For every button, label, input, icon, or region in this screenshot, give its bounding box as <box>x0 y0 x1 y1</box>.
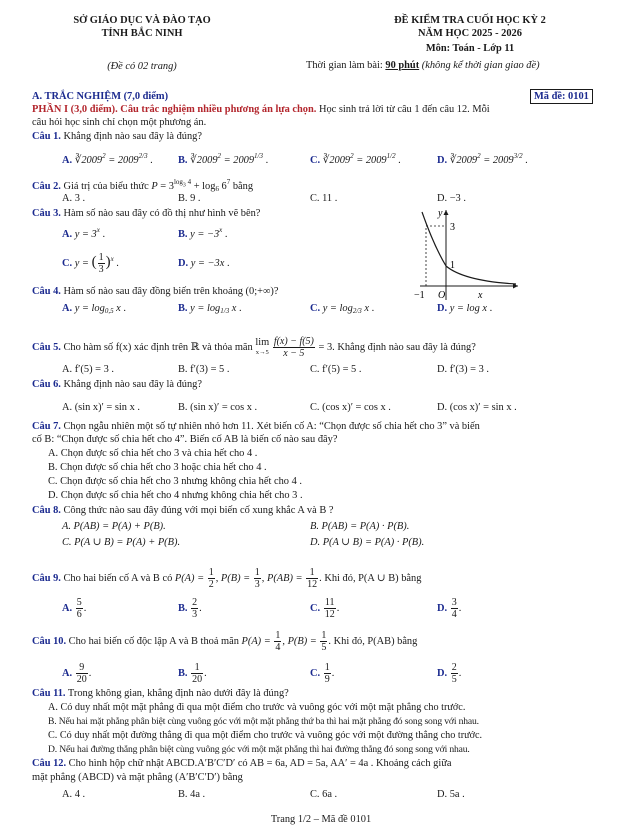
q7-option-d[interactable]: D. Chọn được số chia hết cho 4 nhưng không chia hết cho 3 . <box>48 490 303 501</box>
q8-option-a[interactable]: A. P(AB) = P(A) + P(B). <box>62 521 166 532</box>
q11-option-c[interactable]: C. Có duy nhất một đường thẳng đi qua một điểm cho trước và vuông góc với một đường thẳng cho trước. <box>48 730 483 741</box>
q11-option-b[interactable]: B. Nếu hai mặt phẳng phân biệt cùng vuông góc với một mặt phẳng thứ ba thì hai mặt phẳng đó song song với nhau. <box>48 716 479 727</box>
q12-option-c[interactable]: C. 6a . <box>310 789 338 800</box>
question-12: Câu 12. Cho hình hộp chữ nhật ABCD.A′B′C′D′ có AB = 6a, AD = 5a, AA′ = 4a . Khoảng cách giữa <box>32 758 452 769</box>
q5-option-a[interactable]: A. f′(5) = 3 . <box>62 364 114 375</box>
q6-option-d[interactable]: D. (cos x)′ = sin x . <box>437 402 517 413</box>
part1-instruction: PHẦN I (3,0 điểm). Câu trắc nghiệm nhiều phương án lựa chọn. Học sinh trả lời từ câu 1 đến câu 12. Mỗi <box>32 104 490 115</box>
q3-graph <box>412 206 522 302</box>
header-school-year: NĂM HỌC 2025 - 2026 <box>418 28 522 39</box>
q3-option-a[interactable]: A. $y = 3^x$ . <box>62 226 106 240</box>
graph-x-label: x <box>478 290 483 301</box>
q2-option-b[interactable]: B. 9 . <box>178 193 201 204</box>
q1-option-d[interactable]: D. $∛2009^2 = 2009^{3/2}$ . <box>437 152 528 166</box>
q6-option-c[interactable]: C. (cos x)′ = cos x . <box>310 402 391 413</box>
header-exam-title: ĐỀ KIỂM TRA CUỐI HỌC KỲ 2 <box>394 15 546 26</box>
q9-option-c[interactable]: C. $\frac{11}{12}$ . <box>310 597 340 620</box>
q2-option-c[interactable]: C. 11 . <box>310 193 338 204</box>
q3-option-c[interactable]: C. y = ( $\frac{1}{3}$ )$^x$ . <box>62 252 119 275</box>
q10-option-a[interactable]: A. $\frac{9}{20}$ . <box>62 662 92 685</box>
graph-tick-minus1: −1 <box>414 290 425 301</box>
graph-y-label: y <box>438 208 443 219</box>
q8-option-d[interactable]: D. P(A ∪ B) = P(A) · P(B). <box>310 537 425 548</box>
q8-option-b[interactable]: B. P(AB) = P(A) · P(B). <box>310 521 410 532</box>
q4-option-a[interactable]: A. $y = \log_{0,5} x$ . <box>62 303 126 315</box>
exam-code: Mã đề: 0101 <box>530 89 593 104</box>
question-9: Câu 9. Cho hai biến cố A và B có P(A) = $\frac{1}{2}$ , P(B) = $\frac{1}{3}$ , P(AB) = $\frac{1}{12}$ . Khi đó, P(A ∪ B) bằng <box>32 567 422 590</box>
q10-option-c[interactable]: C. $\frac{1}{9}$ . <box>310 662 335 685</box>
q6-option-a[interactable]: A. (sin x)′ = sin x . <box>62 402 140 413</box>
header-time: Thời gian làm bài: 90 phút (không kể thời gian giao đề) <box>306 60 540 71</box>
question-11: Câu 11. Trong không gian, khẳng định nào dưới đây là đúng? <box>32 688 289 699</box>
question-1: Câu 1. Khẳng định nào sau đây là đúng? <box>32 131 202 142</box>
q1-option-b[interactable]: B. $∛2009^2 = 2009^{1/3}$ . <box>178 152 269 166</box>
question-8: Câu 8. Công thức nào sau đây đúng với mọi biến cố xung khắc A và B ? <box>32 505 334 516</box>
q4-option-d[interactable]: D. y = log x . <box>437 303 493 314</box>
header-subject: Môn: Toán - Lớp 11 <box>425 43 515 54</box>
q10-option-d[interactable]: D. $\frac{2}{5}$ . <box>437 662 462 685</box>
q2-option-d[interactable]: D. −3 . <box>437 193 466 204</box>
q1-option-c[interactable]: C. $∛2009^2 = 2009^{1/2}$ . <box>310 152 401 166</box>
q10-option-b[interactable]: B. $\frac{1}{20}$ . <box>178 662 207 685</box>
q5-option-d[interactable]: D. f′(3) = 3 . <box>437 364 489 375</box>
question-7-line2: cố B: “Chọn được số chia hết cho 4”. Biến cố AB là biến cố nào sau đây? <box>32 434 338 445</box>
question-2: Câu 2. Giá trị của biểu thức $P = 3^{log_3 4} + \log_6 6^7$ bằng <box>32 178 254 193</box>
q6-option-b[interactable]: B. (sin x)′ = cos x . <box>178 402 258 413</box>
q1-option-a[interactable]: A. $∛2009^2 = 2009^{2/3}$ . <box>62 152 153 166</box>
q2-option-a[interactable]: A. 3 . <box>62 193 86 204</box>
q4-option-c[interactable]: C. $y = \log_{2/3} x$ . <box>310 303 375 315</box>
question-12-line2: mặt phẳng (ABCD) và mặt phẳng (A′B′C′D′) bằng <box>32 772 243 783</box>
question-6: Câu 6. Khẳng định nào sau đây là đúng? <box>32 379 202 390</box>
q9-option-b[interactable]: B. $\frac{2}{3}$ . <box>178 597 202 620</box>
q11-option-d[interactable]: D. Nếu hai đường thẳng phân biệt cùng vuông góc với một mặt phẳng thì hai đường thẳng đó song song với nhau. <box>48 744 470 755</box>
header-province: TỈNH BẮC NINH <box>101 28 183 39</box>
q9-option-d[interactable]: D. $\frac{3}{4}$ . <box>437 597 462 620</box>
graph-tick-1: 1 <box>450 260 455 271</box>
section-a-title: A. TRẮC NGHIỆM (7,0 điểm) <box>32 91 169 102</box>
question-4: Câu 4. Hàm số nào sau đây đồng biến trên khoảng (0;+∞)? <box>32 286 279 297</box>
question-3: Câu 3. Hàm số nào sau đây có đồ thị như hình vẽ bên? <box>32 208 261 219</box>
part1-instruction-line2: câu hỏi học sinh chỉ chọn một phương án. <box>32 117 207 128</box>
q12-option-a[interactable]: A. 4 . <box>62 789 86 800</box>
q12-option-b[interactable]: B. 4a . <box>178 789 206 800</box>
q3-option-b[interactable]: B. $y = -3^x$ . <box>178 226 228 240</box>
q7-option-c[interactable]: C. Chọn được số chia hết cho 3 nhưng không chia hết cho 4 . <box>48 476 302 487</box>
header-page-note: (Đề có 02 trang) <box>107 61 177 72</box>
q4-option-b[interactable]: B. $y = \log_{1/3} x$ . <box>178 303 242 315</box>
q7-option-b[interactable]: B. Chọn được số chia hết cho 3 hoặc chia hết cho 4 . <box>48 462 267 473</box>
question-5: Câu 5. Cho hàm số f(x) xác định trên ℝ và thỏa mãn lim x→5 $\frac{f(x) - f(5)}{x - 5}$ = 3. Khẳng định nào sau đây là đúng? <box>32 336 476 359</box>
graph-origin-label: O <box>438 290 446 301</box>
q8-option-c[interactable]: C. P(A ∪ B) = P(A) + P(B). <box>62 537 181 548</box>
question-10: Câu 10. Cho hai biến cố độc lập A và B thoả mãn P(A) = $\frac{1}{4}$ , P(B) = $\frac{1}{5}$ . Khi đó, P(AB) bằng <box>32 630 418 653</box>
q3-option-d[interactable]: D. y = −3x . <box>178 258 230 269</box>
q7-option-a[interactable]: A. Chọn được số chia hết cho 3 và chia hết cho 4 . <box>48 448 258 459</box>
q5-option-c[interactable]: C. f′(5) = 5 . <box>310 364 362 375</box>
q11-option-a[interactable]: A. Có duy nhất một mặt phẳng đi qua một điểm cho trước và vuông góc với một mặt phẳng cho trước. <box>48 702 466 713</box>
q5-option-b[interactable]: B. f′(3) = 5 . <box>178 364 230 375</box>
header-department: SỞ GIÁO DỤC VÀ ĐÀO TẠO <box>73 15 211 26</box>
q12-option-d[interactable]: D. 5a . <box>437 789 465 800</box>
question-7: Câu 7. Chọn ngẫu nhiên một số tự nhiên nhỏ hơn 11. Xét biến cố A: “Chọn được số chia hết cho 3” và biến <box>32 421 480 432</box>
q9-option-a[interactable]: A. $\frac{5}{6}$ . <box>62 597 87 620</box>
page-footer: Trang 1/2 – Mã đề 0101 <box>270 814 372 825</box>
graph-tick-3: 3 <box>450 222 455 233</box>
